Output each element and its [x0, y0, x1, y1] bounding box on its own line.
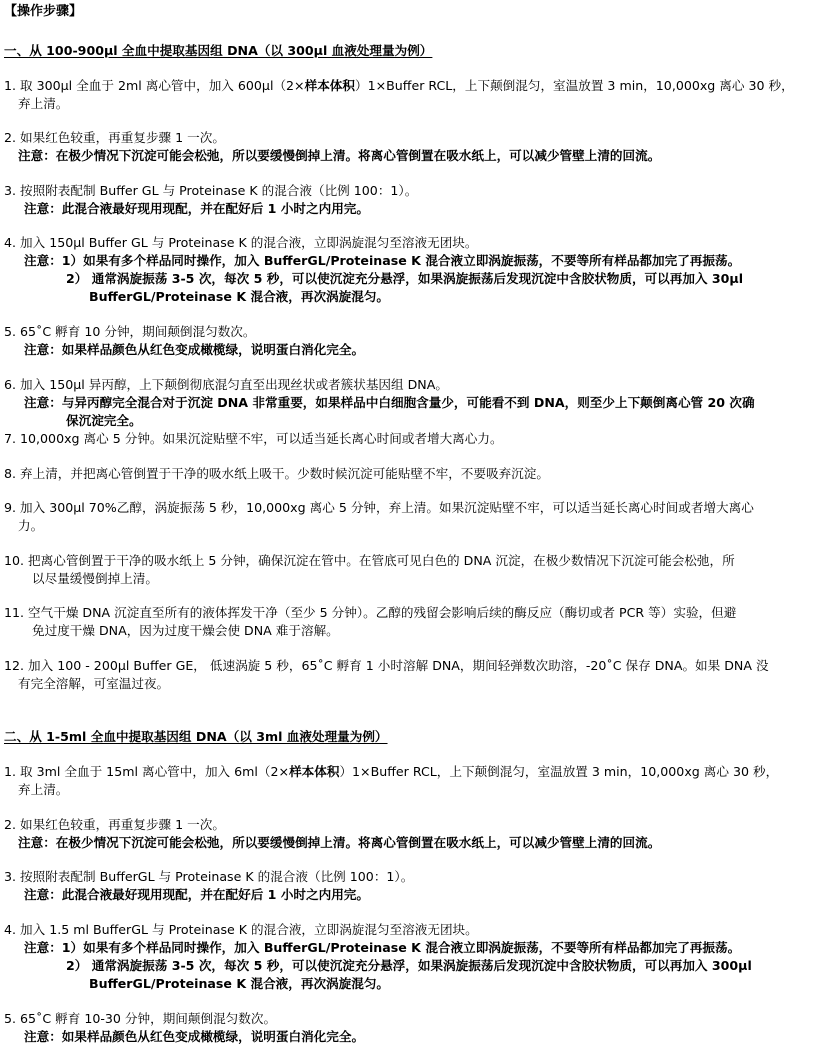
- step-8: 8. 弃上清，并把离心管倒置于干净的吸水纸上吸干。少数时候沉淀可能贴壁不牢，不要吸弃沉淀。: [4, 466, 549, 481]
- step-1-text-pre: 1. 取 300µl 全血于 2ml 离心管中，加入 600µl（2×: [4, 78, 305, 93]
- step-12-line-2: 有完全溶解，可室温过夜。: [18, 676, 170, 691]
- step-9-line-1: 9. 加入 300µl 70%乙醇，涡旋振荡 5 秒，10,000xg 离心 5 分钟，弃上清。如果沉淀贴壁不牢，可以适当延长离心时间或者增大离心: [4, 500, 754, 515]
- step-1-line-1: [4, 78, 794, 94]
- step-10-line-2: 以尽量缓慢倒掉上清。: [32, 571, 158, 586]
- s2-step-1-text-pre: 1. 取 3ml 全血于 15ml 离心管中，加入 6ml（2×: [4, 764, 290, 779]
- s2-step-4-note-2-line-1: 2） 通常涡旋振荡 3-5 次，每次 5 秒，可以使沉淀充分悬浮，如果涡旋振荡后发现沉淀中含胶状物质，可以再加入 300µl: [66, 958, 752, 973]
- step-1-text-post: ）1×Buffer RCL，上下颠倒混匀，室温放置 3 min，10,000xg 离心 30 秒，: [354, 78, 794, 93]
- s2-step-2: 2. 如果红色较重，再重复步骤 1 一次。: [4, 817, 225, 832]
- step-4-note-2-line-2: BufferGL/Proteinase K 混合液，再次涡旋混匀。: [89, 289, 390, 304]
- step-6: 6. 加入 150µl 异丙醇，上下颠倒彻底混匀直至出现丝状或者簇状基因组 DNA。: [4, 377, 448, 392]
- step-11-line-2: 免过度干燥 DNA，因为过度干燥会使 DNA 难于溶解。: [32, 623, 339, 638]
- step-7: 7. 10,000xg 离心 5 分钟。如果沉淀贴壁不牢，可以适当延长离心时间或者增大离心力。: [4, 431, 503, 446]
- step-6-note-line-2: 保沉淀完全。: [66, 413, 142, 428]
- step-2: 2. 如果红色较重，再重复步骤 1 一次。: [4, 130, 225, 145]
- s2-step-1-line-1: [4, 764, 778, 780]
- s2-step-1-line-2: 弃上清。: [18, 782, 69, 797]
- section-2-heading: 二、从 1-5ml 全血中提取基因组 DNA（以 3ml 血液处理量为例）: [4, 729, 388, 744]
- s2-step-3: 3. 按照附表配制 BufferGL 与 Proteinase K 的混合液（比例 100：1）。: [4, 869, 414, 884]
- step-2-note: 注意：在极少情况下沉淀可能会松弛，所以要缓慢倒掉上清。将离心管倒置在吸水纸上，可以减少管壁上清的回流。: [18, 148, 661, 163]
- step-1-line-2: 弃上清。: [18, 96, 69, 111]
- s2-step-4-note-2-line-2: BufferGL/Proteinase K 混合液，再次涡旋混匀。: [89, 976, 390, 991]
- step-4-note-2-line-1: 2） 通常涡旋振荡 3-5 次，每次 5 秒，可以使沉淀充分悬浮，如果涡旋振荡后发现沉淀中含胶状物质，可以再加入 30µl: [66, 271, 744, 286]
- step-11-line-1: 11. 空气干燥 DNA 沉淀直至所有的液体挥发干净（至少 5 分钟）。乙醇的残留会影响后续的酶反应（酶切或者 PCR 等）实验，但避: [4, 605, 737, 620]
- step-4-note-1: 注意：1）如果有多个样品同时操作，加入 BufferGL/Proteinase K 混合液立即涡旋振荡，不要等所有样品都加完了再振荡。: [24, 253, 741, 268]
- section-1-heading: 一、从 100-900µl 全血中提取基因组 DNA（以 300µl 血液处理量为例）: [4, 43, 433, 58]
- document-title: 【操作步骤】: [4, 4, 83, 19]
- step-9-line-2: 力。: [18, 518, 44, 533]
- step-3-note: 注意：此混合液最好现用现配，并在配好后 1 小时之内用完。: [24, 201, 369, 216]
- s2-step-5: 5. 65˚C 孵育 10-30 分钟，期间颠倒混匀数次。: [4, 1011, 277, 1026]
- s2-step-1-text-post: ）1×Buffer RCL，上下颠倒混匀，室温放置 3 min，10,000xg 离心 30 秒，: [339, 764, 779, 779]
- s2-step-4-note-1: 注意：1）如果有多个样品同时操作，加入 BufferGL/Proteinase K 混合液立即涡旋振荡，不要等所有样品都加完了再振荡。: [24, 940, 741, 955]
- s2-step-1-text-bold: 样本体积: [289, 764, 340, 779]
- step-6-note-line-1: 注意：与异丙醇完全混合对于沉淀 DNA 非常重要，如果样品中白细胞含量少，可能看不到 DNA，则至少上下颠倒离心管 20 次确: [24, 395, 755, 410]
- s2-step-3-note: 注意：此混合液最好现用现配，并在配好后 1 小时之内用完。: [24, 887, 369, 902]
- step-1-text-bold: 样本体积: [304, 78, 355, 93]
- s2-step-2-note: 注意：在极少情况下沉淀可能会松弛，所以要缓慢倒掉上清。将离心管倒置在吸水纸上，可以减少管壁上清的回流。: [18, 835, 661, 850]
- step-5-note: 注意：如果样品颜色从红色变成橄榄绿，说明蛋白消化完全。: [24, 342, 365, 357]
- step-5: 5. 65˚C 孵育 10 分钟，期间颠倒混匀数次。: [4, 324, 256, 339]
- step-10-line-1: 10. 把离心管倒置于干净的吸水纸上 5 分钟，确保沉淀在管中。在管底可见白色的 DNA 沉淀，在极少数情况下沉淀可能会松弛，所: [4, 553, 735, 568]
- step-12-line-1: 12. 加入 100 - 200µl Buffer GE， 低速涡旋 5 秒，65˚C 孵育 1 小时溶解 DNA，期间轻弹数次助溶，-20˚C 保存 DNA。如果 DNA 没: [4, 658, 769, 673]
- step-3: 3. 按照附表配制 Buffer GL 与 Proteinase K 的混合液（比例 100：1）。: [4, 183, 418, 198]
- s2-step-5-note: 注意：如果样品颜色从红色变成橄榄绿，说明蛋白消化完全。: [24, 1029, 365, 1044]
- step-4: 4. 加入 150µl Buffer GL 与 Proteinase K 的混合液，立即涡旋混匀至溶液无团块。: [4, 235, 478, 250]
- s2-step-4: 4. 加入 1.5 ml BufferGL 与 Proteinase K 的混合液，立即涡旋混匀至溶液无团块。: [4, 922, 478, 937]
